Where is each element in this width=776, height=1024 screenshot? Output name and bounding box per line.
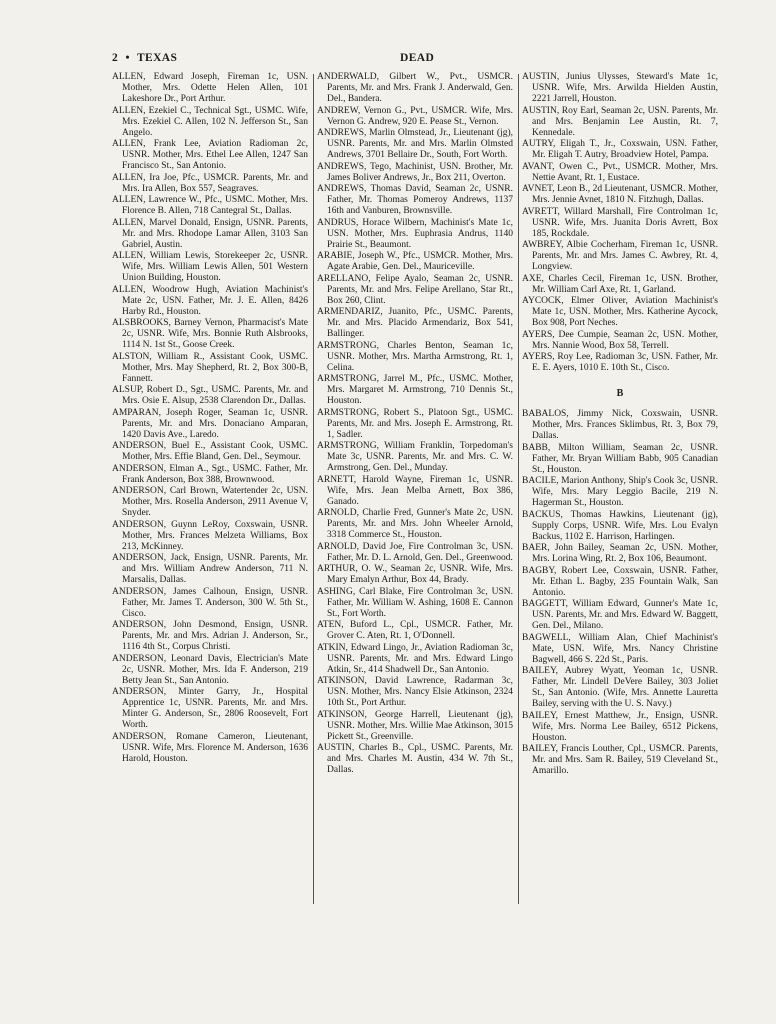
section-heading-b: B [616, 388, 624, 399]
roster-entry: ARABIE, Joseph W., Pfc., USMCR. Mother, Mrs. Agate Arabie, Gen. Del., Mauriceville. [317, 251, 513, 272]
roster-entry: ANDRUS, Horace Wilbern, Machinist's Mate 1c, USN. Mother, Mrs. Euphrasia Andrus, 1140 Prairie St., Beaumont. [317, 217, 513, 250]
roster-entry: ALLEN, Edward Joseph, Fireman 1c, USN. Mother, Mrs. Odette Helen Allen, 101 Lakeshore Dr., Port Arthur. [112, 72, 308, 104]
column-2 [317, 72, 513, 1002]
roster-entry: ANDERSON, Romane Cameron, Lieutenant, USNR. Wife, Mrs. Florence M. Anderson, 1636 Harold, Houston. [112, 731, 308, 764]
roster-entry: AXE, Charles Cecil, Fireman 1c, USN. Brother, Mr. William Carl Axe, Rt. 1, Garland. [522, 273, 718, 295]
roster-entry: ATKINSON, George Harrell, Lieutenant (jg), USNR. Mother, Mrs. Willie Mae Atkinson, 3015 Pickett St., Greenville. [317, 709, 513, 742]
roster-entry: ANDERSON, Buel E., Assistant Cook, USMC. Mother, Mrs. Effie Bland, Gen. Del., Seymour. [112, 441, 308, 462]
roster-entry: ALSBROOKS, Barney Vernon, Pharmacist's Mate 2c, USNR. Wife, Mrs. Bonnie Ruth Alsbrooks, 1114 N. 1st St., Goose Creek. [112, 318, 308, 350]
roster-entry: ASHING, Carl Blake, Fire Controlman 3c, USN. Father, Mr. William W. Ashing, 1608 E. Cannon St., Fort Worth. [317, 586, 513, 619]
roster-entry: ALLEN, Frank Lee, Aviation Radioman 2c, USNR. Mother, Mrs. Ethel Lee Allen, 1247 San Francisco St., San Antonio. [112, 139, 308, 171]
bullet-glyph: • [125, 52, 130, 64]
roster-entry: ANDERSON, James Calhoun, Ensign, USNR. Father, Mr. James T. Anderson, 300 W. 5th St., Cisco. [112, 586, 308, 619]
roster-entry: BACKUS, Thomas Hawkins, Lieutenant (jg), Supply Corps, USNR. Wife, Mrs. Lou Evalyn Backus, 1102 E. Harrison, Harlingen. [522, 509, 718, 542]
roster-entry: ANDERSON, Elman A., Sgt., USMC. Father, Mr. Frank Anderson, Box 388, Brownwood. [112, 463, 308, 485]
roster-entry: ALSTON, William R., Assistant Cook, USMC. Mother, Mrs. May Shepherd, Rt. 2, Box 300-B, Fannett. [112, 351, 308, 384]
roster-entry: ANDREWS, Marlin Olmstead, Jr., Lieutenant (jg), USNR. Parents, Mr. and Mrs. Marlin Olmsted Andrews, 3701 Bellaire Dr., South, Fort Worth. [317, 128, 513, 160]
roster-entry: ALLEN, William Lewis, Storekeeper 2c, USNR. Wife, Mrs. William Lewis Allen, 501 Western Union Building, Houston. [112, 251, 308, 283]
roster-entry: ANDERSON, John Desmond, Ensign, USNR. Parents, Mr. and Mrs. Adrian J. Anderson, Sr., 1116 4th St., Corpus Christi. [112, 620, 308, 652]
page-header [112, 52, 718, 68]
roster-entry: ATKINSON, David Lawrence, Radarman 3c, USN. Mother, Mrs. Nancy Elsie Atkinson, 2324 10th St., Port Arthur. [317, 676, 513, 708]
roster-entry: ARMENDARIZ, Juanito, Pfc., USMC. Parents, Mr. and Mrs. Placido Armendariz, Box 541, Ballinger. [317, 307, 513, 339]
state-label: TEXAS [136, 52, 178, 64]
roster-entry: BAER, John Bailey, Seaman 2c, USN. Mother, Mrs. Lorina Wing, Rt. 2, Box 106, Beaumont. [522, 543, 718, 564]
roster-entry: BAILEY, Ernest Matthew, Jr., Ensign, USNR. Wife, Mrs. Norma Lee Bailey, 6512 Pickens, Houston. [522, 710, 718, 743]
roster-entry: AUTRY, Eligah T., Jr., Coxswain, USN. Father, Mr. Eligah T. Autry, Broadview Hotel, Pampa. [522, 139, 718, 160]
roster-entry: ANDERSON, Leonard Davis, Electrician's Mate 2c, USNR. Mother, Mrs. Ida F. Anderson, 219 Betty Jean St., San Antonio. [112, 653, 308, 686]
column-3-b-entries [522, 409, 718, 777]
roster-entry: AMPARAN, Joseph Roger, Seaman 1c, USNR. Parents, Mr. and Mrs. Donaciano Amparan, 1420 Davis Ave., Laredo. [112, 407, 308, 440]
roster-entry: ALLEN, Marvel Donald, Ensign, USNR. Parents, Mr. and Mrs. Rhodope Lamar Allen, 3103 San Gabriel, Austin. [112, 217, 308, 250]
roster-entry: ANDREWS, Tego, Machinist, USN. Brother, Mr. James Boliver Andrews, Jr., Box 211, Overton. [317, 161, 513, 183]
roster-entry: BAILEY, Aubrey Wyatt, Yeoman 1c, USNR. Father, Mr. Lindell DeVere Bailey, 303 Joliet St., San Antonio. (Wife, Mrs. Annette Lauretta Bailey, serving with the U. S. Navy.) [522, 666, 718, 709]
roster-entry: ARMSTRONG, William Franklin, Torpedoman's Mate 3c, USNR. Parents, Mr. and Mrs. C. W. Armstrong, Gen. Del., Munday. [317, 441, 513, 473]
roster-entry: ARMSTRONG, Jarrel M., Pfc., USMC. Mother, Mrs. Margaret M. Armstrong, 710 Dennis St., Houston. [317, 374, 513, 406]
roster-entry: ARTHUR, O. W., Seaman 2c, USNR. Wife, Mrs. Mary Emalyn Arthur, Box 44, Brady. [317, 564, 513, 585]
roster-entry: BACILE, Marion Anthony, Ship's Cook 3c, USNR. Wife, Mrs. Mary Leggio Bacile, 219 N. Hagerman St., Houston. [522, 476, 718, 508]
roster-entry: ALLEN, Ezekiel C., Technical Sgt., USMC. Wife, Mrs. Ezekiel C. Allen, 102 N. Jefferson St., San Angelo. [112, 105, 308, 138]
roster-entry: BAGWELL, William Alan, Chief Machinist's Mate, USN. Wife, Mrs. Nancy Christine Bagwell, 466 S. 22d St., Paris. [522, 632, 718, 665]
roster-entry: ALLEN, Lawrence W., Pfc., USMC. Mother, Mrs. Florence B. Allen, 718 Cantegral St., Dallas. [112, 195, 308, 216]
roster-entry: ANDERSON, Carl Brown, Watertender 2c, USN. Mother, Mrs. Rosella Anderson, 2911 Avenue V, Snyder. [112, 486, 308, 518]
column-divider [313, 74, 314, 904]
roster-entry: AUSTIN, Roy Earl, Seaman 2c, USN. Parents, Mr. and Mrs. Benjamin Lee Austin, Rt. 7, Kennedale. [522, 105, 718, 138]
roster-entry: BAGBY, Robert Lee, Coxswain, USNR. Father, Mr. Ethan L. Bagby, 235 Fountain Walk, San Antonio. [522, 565, 718, 598]
roster-entry: ARMSTRONG, Charles Benton, Seaman 1c, USNR. Mother, Mrs. Martha Armstrong, Rt. 1, Celina. [317, 340, 513, 373]
column-divider [518, 74, 519, 904]
column-3 [522, 72, 718, 1002]
roster-entry: AVANT, Owen C., Pvt., USMCR. Mother, Mrs. Nettie Avant, Rt. 1, Eustace. [522, 161, 718, 183]
roster-entry: ANDERSON, Guynn LeRoy, Coxswain, USNR. Mother, Mrs. Frances Melzeta Williams, Box 213, McKinney. [112, 519, 308, 552]
roster-entry: ARNETT, Harold Wayne, Fireman 1c, USNR. Wife, Mrs. Jean Melba Arnett, Box 386, Ganado. [317, 474, 513, 507]
roster-entry: BABB, Milton William, Seaman 2c, USNR. Father, Mr. Bryan William Babb, 905 Canadian St., Houston. [522, 442, 718, 475]
roster-entry: ANDREWS, Thomas David, Seaman 2c, USNR. Father, Mr. Thomas Pomeroy Andrews, 1137 16th and Vanburen, Brownsville. [317, 184, 513, 216]
roster-entry: AVRETT, Willard Marshall, Fire Controlman 1c, USNR. Wife, Mrs. Juanita Doris Avrett, Box 185, Rockdale. [522, 206, 718, 239]
roster-entry: ATKIN, Edward Lingo, Jr., Aviation Radioman 3c, USNR. Parents, Mr. and Mrs. Edward Lingo Atkin, Sr., 414 Shadwell Dr., San Antonio. [317, 642, 513, 675]
roster-entry: AWBREY, Albie Cocherham, Fireman 1c, USNR. Parents, Mr. and Mrs. James C. Awbrey, Rt. 4, Longview. [522, 240, 718, 272]
roster-entry: ANDERSON, Minter Garry, Jr., Hospital Apprentice 1c, USNR. Parents, Mr. and Mrs. Minter G. Anderson, Sr., 2806 Roosevelt, Fort Worth. [112, 687, 308, 730]
header-left [112, 52, 177, 64]
roster-entry: ARNOLD, David Joe, Fire Controlman 3c, USN. Father, Mr. D. L. Arnold, Gen. Del., Greenwood. [317, 541, 513, 563]
roster-entry: AUSTIN, Junius Ulysses, Steward's Mate 1c, USNR. Wife, Mrs. Arwilda Hielden Austin, 2221 Jarrell, Houston. [522, 72, 718, 104]
roster-entry: ARMSTRONG, Robert S., Platoon Sgt., USMC. Parents, Mr. and Mrs. Joseph E. Armstrong, Rt. 1, Sadler. [317, 407, 513, 440]
page-number: 2 [112, 52, 119, 64]
roster-entry: ALSUP, Robert D., Sgt., USMC. Parents, Mr. and Mrs. Osie E. Alsup, 2538 Clarendon Dr., Dallas. [112, 385, 308, 406]
roster-entry: ANDREW, Vernon G., Pvt., USMCR. Wife, Mrs. Vernon G. Andrew, 920 E. Pease St., Vernon. [317, 105, 513, 127]
column-1 [112, 72, 308, 1002]
roster-entry: ARNOLD, Charlie Fred, Gunner's Mate 2c, USN. Parents, Mr. and Mrs. John Wheeler Arnold, 3318 Commerce St., Houston. [317, 508, 513, 540]
roster-entry: ANDERWALD, Gilbert W., Pvt., USMCR. Parents, Mr. and Mrs. Frank J. Anderwald, Gen. Del., Bandera. [317, 72, 513, 104]
roster-entry: BAGGETT, William Edward, Gunner's Mate 1c, USN. Parents, Mr. and Mrs. Edward W. Baggett, Gen. Del., Milano. [522, 599, 718, 631]
roster-entry: ANDERSON, Jack, Ensign, USNR. Parents, Mr. and Mrs. William Andrew Anderson, 711 N. Marsalis, Dallas. [112, 553, 308, 585]
roster-entry: BAILEY, Francis Louther, Cpl., USMCR. Parents, Mr. and Mrs. Sam R. Bailey, 519 Cleveland St., Amarillo. [522, 744, 718, 776]
roster-entry: ARELLANO, Felipe Ayalo, Seaman 2c, USNR. Parents, Mr. and Mrs. Felipe Arellano, Star Rt., Box 260, Clint. [317, 273, 513, 306]
roster-entry: AVNET, Leon B., 2d Lieutenant, USMCR. Mother, Mrs. Jennie Avnet, 1810 N. Fitzhugh, Dallas. [522, 184, 718, 205]
roster-entry: AUSTIN, Charles B., Cpl., USMC. Parents, Mr. and Mrs. Charles M. Austin, 434 W. 7th St., Dallas. [317, 743, 513, 775]
roster-entry: AYERS, Roy Lee, Radioman 3c, USN. Father, Mr. E. E. Ayers, 1010 E. 10th St., Cisco. [522, 352, 718, 373]
roster-entry: AYERS, Dee Cumpie, Seaman 2c, USN. Mother, Mrs. Nannie Wood, Box 58, Terrell. [522, 329, 718, 351]
roster-entry: ALLEN, Ira Joe, Pfc., USMCR. Parents, Mr. and Mrs. Ira Allen, Box 557, Seagraves. [112, 172, 308, 194]
page-title: DEAD [400, 52, 435, 64]
column-3-a-entries [522, 72, 718, 374]
roster-entry: ATEN, Buford L., Cpl., USMCR. Father, Mr. Grover C. Aten, Rt. 1, O'Donnell. [317, 620, 513, 641]
roster-columns [112, 72, 718, 1002]
roster-entry: ALLEN, Woodrow Hugh, Aviation Machinist's Mate 2c, USN. Father, Mr. J. E. Allen, 8426 Harby Rd., Houston. [112, 284, 308, 317]
roster-entry: AYCOCK, Elmer Oliver, Aviation Machinist's Mate 1c, USN. Mother, Mrs. Katherine Aycock, Box 908, Port Neches. [522, 296, 718, 328]
roster-entry: BABALOS, Jimmy Nick, Coxswain, USNR. Mother, Mrs. Frances Sklimbus, Rt. 3, Box 79, Dallas. [522, 409, 718, 441]
